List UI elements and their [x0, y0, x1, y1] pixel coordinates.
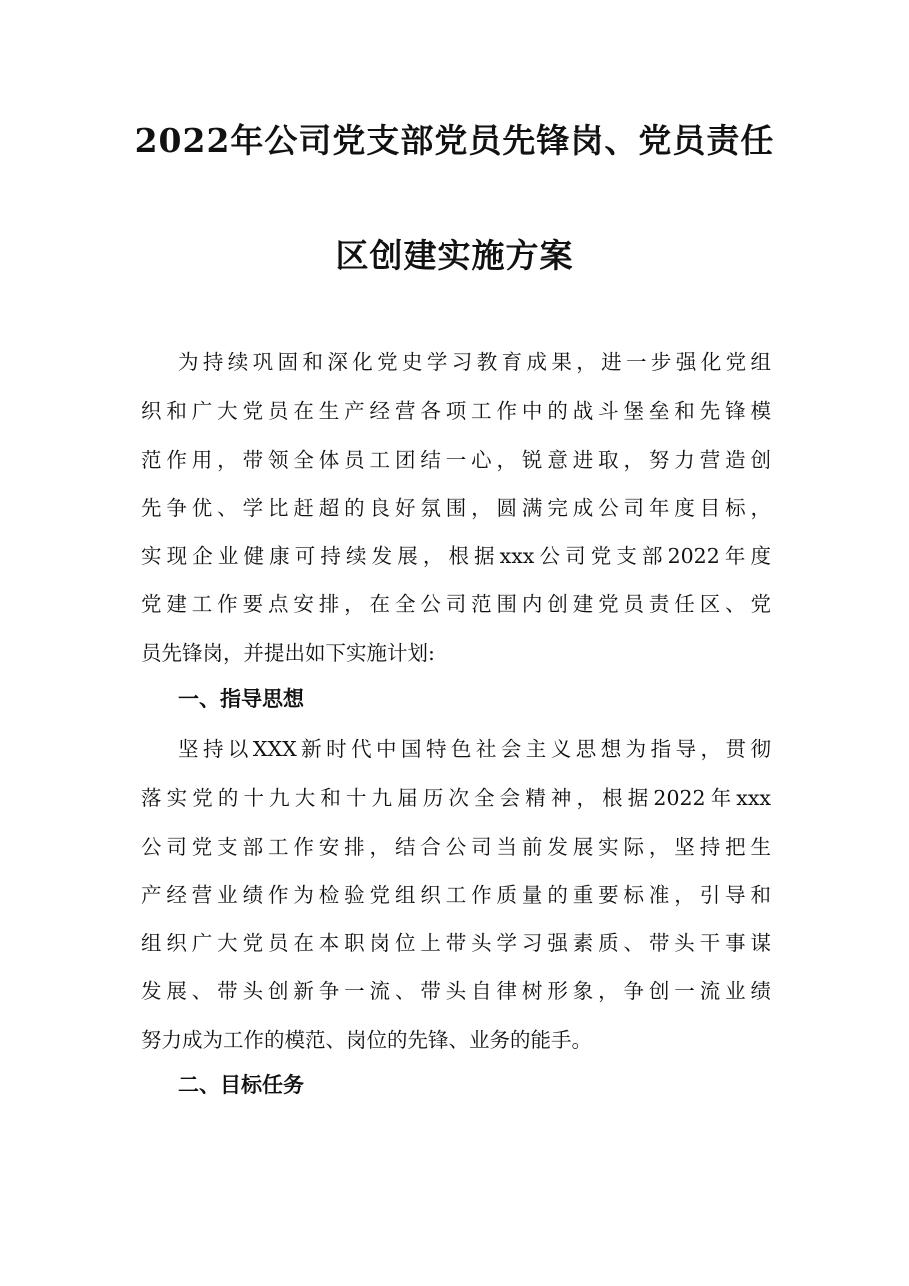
paragraph-line: 先争优、学比赶超的良好氛围，圆满完成公司年度目标，: [141, 496, 771, 520]
section-heading-guiding-ideology: 一、指导思想: [178, 686, 304, 711]
document-title-line-1: 2022年公司党支部党员先锋岗、党员责任: [134, 121, 775, 160]
section-heading-goals-tasks: 二、目标任务: [178, 1072, 304, 1097]
paragraph-line: 坚持以XXX新时代中国特色社会主义思想为指导，贯彻: [178, 737, 771, 761]
paragraph-line: 党建工作要点安排，在全公司范围内创建党员责任区、党: [141, 592, 771, 616]
paragraph-line: 为持续巩固和深化党史学习教育成果，进一步强化党组: [178, 350, 771, 374]
paragraph-line: 组织广大党员在本职岗位上带头学习强素质、带头干事谋: [141, 931, 771, 955]
paragraph-line: 织和广大党员在生产经营各项工作中的战斗堡垒和先锋模: [141, 399, 771, 423]
paragraph-line: 公司党支部工作安排，结合公司当前发展实际，坚持把生: [141, 835, 771, 859]
paragraph-line: 员先锋岗，并提出如下实施计划:: [141, 641, 435, 665]
paragraph-line: 产经营业绩作为检验党组织工作质量的重要标准，引导和: [141, 883, 771, 907]
paragraph-line: 范作用，带领全体员工团结一心，锐意进取，努力营造创: [141, 448, 771, 472]
document-title-line-2: 区创建实施方案: [335, 236, 574, 275]
paragraph-line: 实现企业健康可持续发展，根据xxx公司党支部2022年度: [141, 544, 771, 568]
paragraph-line: 努力成为工作的模范、岗位的先锋、业务的能手。: [141, 1028, 592, 1052]
paragraph-line: 发展、带头创新争一流、带头自律树形象，争创一流业绩: [141, 979, 771, 1003]
paragraph-line: 落实党的十九大和十九届历次全会精神，根据2022年xxx: [141, 786, 771, 810]
